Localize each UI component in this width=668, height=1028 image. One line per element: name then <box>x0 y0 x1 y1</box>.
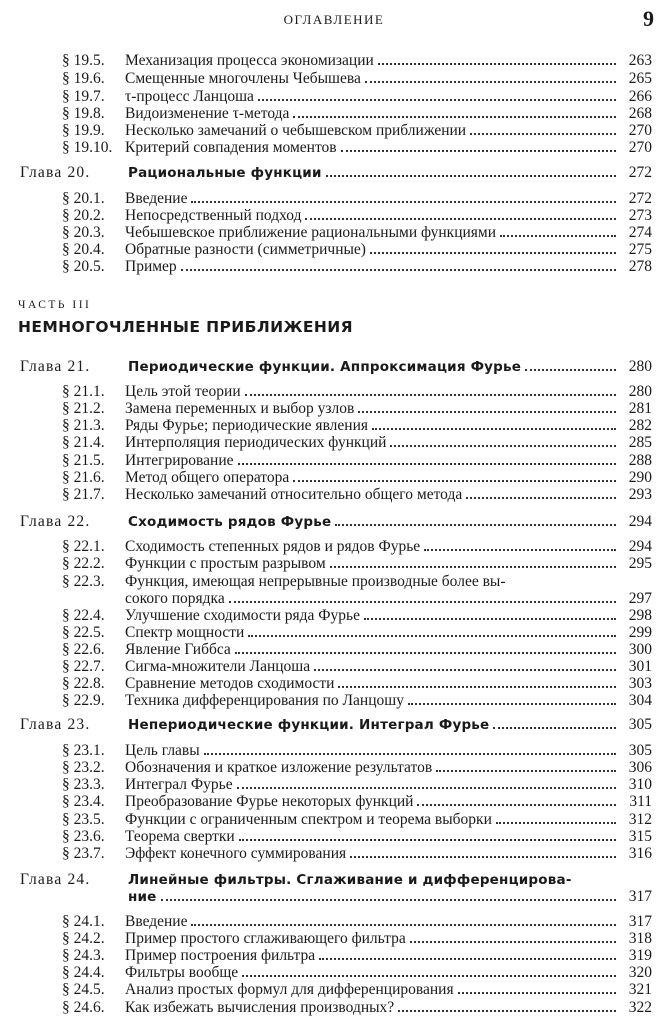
toc-entry: § 22.9. Техника дифференцирования по Ланцошу 304 <box>62 692 652 709</box>
chapter-entry: Глава 20. Рациональные функции 272 <box>20 164 652 181</box>
toc-entry: § 24.3. Пример построения фильтра 319 <box>62 947 652 964</box>
toc-entry: § 23.7. Эффект конечного суммирования 316 <box>62 845 652 862</box>
toc-entry: § 22.6. Явление Гиббса 300 <box>62 641 652 658</box>
toc-entry: § 21.6. Метод общего оператора 290 <box>62 469 652 486</box>
toc-entry: § 20.4. Обратные разности (симметричные) 275 <box>62 241 652 258</box>
toc-entry: § 22.4. Улучшение сходимости ряда Фурье 298 <box>62 607 652 624</box>
toc-entry: § 19.7. τ-процесс Ланцоша 266 <box>62 88 652 105</box>
toc-entry: § 21.1. Цель этой теории 280 <box>62 383 652 400</box>
toc-entry: § 22.2. Функции с простым разрывом 295 <box>62 555 652 572</box>
toc-entry: § 22.7. Сигма-множители Ланцоша 301 <box>62 658 652 675</box>
toc-entry: § 20.2. Непосредственный подход 273 <box>62 207 652 224</box>
toc-entry: § 24.6. Как избежать вычисления производных? 322 <box>62 999 652 1016</box>
toc-entry: § 23.5. Функции с ограниченным спектром и теорема выборки 312 <box>62 811 652 828</box>
toc-entry: § 20.5. Пример 278 <box>62 258 652 275</box>
toc-entry: § 19.8. Видоизменение τ-метода 268 <box>62 105 652 122</box>
toc-entry: § 24.5. Анализ простых формул для дифференцирования 321 <box>62 981 652 998</box>
toc-entry: § 20.1. Введение 272 <box>62 190 652 207</box>
toc-entry-continuation: сокого порядка 297 <box>125 590 652 607</box>
chapter-entry: Глава 23. Непериодические функции. Интеграл Фурье 305 <box>20 716 652 733</box>
part-label: ЧАСТЬ III <box>18 299 92 311</box>
toc-entry: § 21.4. Интерполяция периодических функций 285 <box>62 434 652 451</box>
toc-entry: § 22.8. Сравнение методов сходимости 303 <box>62 675 652 692</box>
toc-entry: § 24.4. Фильтры вообще 320 <box>62 964 652 981</box>
toc-entry: § 24.1. Введение 317 <box>62 913 652 930</box>
toc-entry: § 21.2. Замена переменных и выбор узлов 281 <box>62 400 652 417</box>
toc-entry: § 19.5. Механизация процесса экономизации 263 <box>62 52 652 69</box>
toc-entry: § 23.4. Преобразование Фурье некоторых функций 311 <box>62 793 652 810</box>
toc-entry: § 23.6. Теорема свертки 315 <box>62 828 652 845</box>
chapter-entry: Глава 22. Сходимость рядов Фурье 294 <box>20 513 652 530</box>
toc-entry: § 22.1. Сходимость степенных рядов и рядов Фурье 294 <box>62 538 652 555</box>
toc-entry: § 24.2. Пример простого сглаживающего фильтра 318 <box>62 930 652 947</box>
chapter-entry: Глава 21. Периодические функции. Аппроксимация Фурье 280 <box>20 358 652 375</box>
chapter-entry: Глава 24. Линейные фильтры. Сглаживание и дифференцирова- <box>20 871 572 888</box>
page-number: 9 <box>643 6 654 31</box>
toc-entry: § 23.3. Интеграл Фурье 310 <box>62 776 652 793</box>
chapter-entry-continuation: ние 317 <box>128 888 652 905</box>
toc-entry: § 22.3. Функция, имеющая непрерывные производные более вы- <box>62 573 506 590</box>
toc-entry: § 19.6. Смещенные многочлены Чебышева 265 <box>62 70 652 87</box>
running-header: ОГЛАВЛЕНИЕ <box>283 12 385 27</box>
toc-entry: § 21.5. Интегрирование 288 <box>62 452 652 469</box>
toc-entry: § 20.3. Чебышевское приближение рациональными функциями 274 <box>62 224 652 241</box>
toc-entry: § 19.10. Критерий совпадения моментов 270 <box>62 139 652 156</box>
toc-entry: § 19.9. Несколько замечаний о чебышевском приближении 270 <box>62 122 652 139</box>
toc-entry: § 21.3. Ряды Фурье; периодические явления 282 <box>62 417 652 434</box>
part-title: НЕМНОГОЧЛЕННЫЕ ПРИБЛИЖЕНИЯ <box>18 318 353 336</box>
toc-entry: § 23.1. Цель главы 305 <box>62 742 652 759</box>
toc-entry: § 21.7. Несколько замечаний относительно общего метода 293 <box>62 486 652 503</box>
toc-entry: § 22.5. Спектр мощности 299 <box>62 624 652 641</box>
toc-entry: § 23.2. Обозначения и краткое изложение результатов 306 <box>62 759 652 776</box>
